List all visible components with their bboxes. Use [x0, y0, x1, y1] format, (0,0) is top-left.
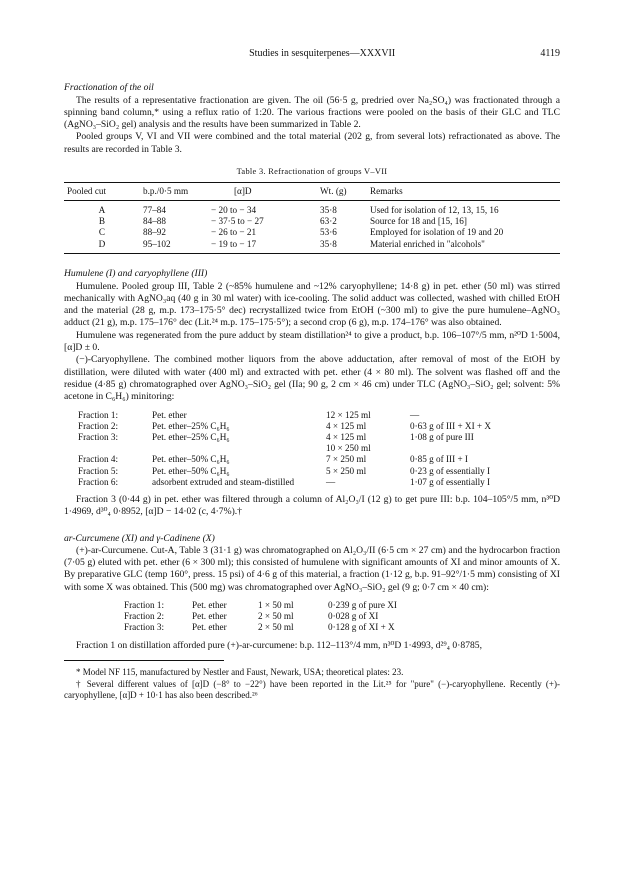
fraction-result: 1·08 g of pure III [410, 431, 474, 442]
fraction-result [410, 443, 518, 454]
col-header: [α]D [208, 183, 317, 200]
list-item [124, 622, 424, 633]
list-item [78, 466, 518, 477]
table-cell: Material enriched in "alcohols" [367, 239, 560, 254]
journal-page [64, 48, 560, 702]
table-cell: − 19 to − 17 [208, 239, 317, 254]
table-3 [64, 182, 560, 254]
fraction-label: Fraction 3: [78, 431, 119, 442]
fraction-volume: 12 × 125 ml [326, 409, 371, 420]
paragraph: Fraction 1 on distillation afforded pure (+)-ar-curcumene: b.p. 112–113°/4 mm, n³⁰D 1·4993, d²⁹₄ 0·8785, [76, 639, 482, 651]
fraction-result: 0·128 g of XI + X [328, 622, 395, 633]
table-cell: 53·6 [320, 227, 337, 238]
section-heading-humulene: Humulene (I) and caryophyllene (III) [64, 268, 208, 280]
fraction-result: 0·85 g of III + I [410, 454, 468, 465]
paragraph: (−)-Caryophyllene. The combined mother liquors from the above adductation, after removal of most of the EtOH by distillation, were diluted with water (400 ml) and extracted with pet. ether (4 × 80 ml). The solvent was flashed off and the residue (4·85 g) chromatographed over AgNO₃–SiO₂ gel (IIa; 90 g, 2 cm × 46 cm) under TLC (AgNO₃–SiO₂ gel; solvent: 5% acetone in C₆H₆) minitoring: [64, 354, 560, 403]
paragraph: Pooled groups V, VI and VII were combined and the total material (202 g, from several lots) refractionated as above. The results are recorded in Table 3. [64, 131, 560, 155]
fraction-volume: 10 × 250 ml [326, 443, 371, 454]
table-cell: − 20 to − 34 [211, 204, 257, 215]
table-cell: 95–102 [140, 239, 208, 254]
fraction-label: Fraction 5: [78, 465, 119, 476]
fraction-volume: 2 × 50 ml [258, 622, 294, 633]
fraction-eluent: Pet. ether [152, 409, 187, 420]
list-item [78, 410, 518, 421]
fraction-result: 0·23 g of essentially I [410, 465, 491, 476]
fraction-eluent [152, 443, 326, 454]
list-item [124, 600, 424, 611]
fraction-volume: 4 × 125 ml [326, 420, 367, 431]
fraction-label: Fraction 6: [78, 476, 119, 487]
fraction-label [78, 443, 152, 454]
paragraph: The results of a representative fractionation are given. The oil (56·5 g, predried over Na₂SO₄) was fractionated through a spinning band column,* using a reflux ratio of 1:20. The various fractions were pooled on the basis of their GLC and TLC (AgNO₃–SiO₂ gel) analysis and the results have been summarized in Table 2. [64, 94, 560, 131]
fraction-result: — [410, 409, 420, 420]
fraction-eluent: Pet. ether–50% C₆H₆ [152, 454, 230, 465]
fraction-eluent: Pet. ether [192, 600, 227, 611]
fraction-label: Fraction 4: [78, 454, 119, 465]
paragraph: Fraction 3 (0·44 g) in pet. ether was filtered through a column of Al₂O₃/I (12 g) to get pure III: b.p. 104–105°/5 mm, n³⁰D 1·4969, d³⁰₄ 0·8952, [α]D − 14·02 (c, 4·7%).† [64, 493, 560, 518]
paragraph: Humulene was regenerated from the pure adduct by steam distillation²⁴ to give a product, b.p. 106–107°/5 mm, n²⁰D 1·5004, [α]D ± 0. [64, 329, 560, 354]
fraction-eluent: Pet. ether–25% C₆H₆ [152, 420, 230, 431]
table-cell: 35·8 [317, 239, 367, 254]
fraction-result: 0·63 g of III + XI + X [410, 420, 492, 431]
col-header: b.p./0·5 mm [140, 183, 208, 200]
fraction-list [78, 410, 518, 488]
table-cell: Used for isolation of 12, 13, 15, 16 [370, 204, 499, 215]
fraction-eluent: Pet. ether–25% C₆H₆ [152, 431, 230, 442]
table-cell: − 26 to − 21 [211, 227, 257, 238]
list-item [78, 454, 518, 465]
table-cell: C [98, 227, 106, 238]
table-cell: Employed for isolation of 19 and 20 [370, 227, 504, 238]
fraction-eluent: Pet. ether [192, 611, 227, 622]
list-item [124, 611, 424, 622]
table-cell: B [98, 216, 106, 227]
table-row [64, 227, 560, 238]
footnote: * Model NF 115, manufactured by Nestler and Faust, Newark, USA; theoretical plates: 23. [76, 666, 404, 677]
fraction-volume: 1 × 50 ml [258, 600, 294, 611]
paragraph: Humulene. Pooled group III, Table 2 (~85% humulene and ~12% caryophyllene; 14·8 g) in pet. ether (50 ml) was stirred mechanically with AgNO₃aq (40 g in 30 ml water) with ice-cooling. The solid adduct was collected, washed with chilled EtOH and the material (28 g, m.p. 173–175·5° dec) recrystallized twice from EtOH (~300 ml) to give the pure humulene–AgNO₃ adduct (21 g), m.p. 175–176° dec (Lit.²⁴ m.p. 175–175·5°); a second crop (6 g), m.p. 174–176° was also obtained. [64, 280, 560, 329]
fraction-result: 0·028 g of XI [328, 611, 379, 622]
fraction-volume: 5 × 250 ml [326, 465, 367, 476]
fraction-list [124, 600, 424, 634]
fraction-volume: — [326, 476, 336, 487]
section-heading-curcumene: ar-Curcumene (XI) and γ-Cadinene (X) [64, 532, 215, 544]
list-item [78, 421, 518, 432]
table-cell: 77–84 [143, 204, 166, 215]
table-title: Table 3. Refractionation of groups V–VII [236, 167, 388, 177]
page-header [64, 48, 560, 60]
table-cell: D [64, 239, 140, 254]
table-row [64, 200, 560, 216]
list-item [78, 432, 518, 443]
fraction-label: Fraction 1: [78, 409, 119, 420]
fraction-result: 1·07 g of essentially I [410, 476, 491, 487]
page-number: 4119 [540, 48, 560, 59]
table-row [64, 239, 560, 254]
running-title: Studies in sesquiterpenes—XXXVII [249, 48, 396, 59]
fraction-volume: 4 × 125 ml [326, 431, 367, 442]
table-cell: 35·8 [320, 204, 337, 215]
fraction-label: Fraction 1: [124, 600, 165, 611]
fraction-eluent: Pet. ether–50% C₆H₆ [152, 465, 230, 476]
fraction-label: Fraction 2: [124, 611, 165, 622]
table-cell: 88–92 [143, 227, 166, 238]
fraction-volume: 2 × 50 ml [258, 611, 294, 622]
list-item [78, 443, 518, 454]
footnote-divider [64, 660, 224, 661]
fraction-eluent: Pet. ether [192, 622, 227, 633]
fraction-result: 0·239 g of pure XI [328, 600, 397, 611]
fraction-label: Fraction 3: [124, 622, 165, 633]
table-header-row [64, 183, 560, 200]
table-cell: Source for 18 and [15, 16] [370, 216, 467, 227]
col-header: Wt. (g) [317, 183, 367, 200]
paragraph: (+)-ar-Curcumene. Cut-A, Table 3 (31·1 g) was chromatographed on Al₂O₃/II (6·5 cm × 27 cm) and the hydrocarbon fraction (7·05 g) eluted with pet. ether (6 × 300 ml); this consisted of humulene with significant amounts of XI and minor amounts of X. By preparative GLC (temp 160°, press. 15 psi) of 4·6 g of this material, a fraction (1·12 g, b.p. 91–92°/1·5 mm) consisting of XI with some X was obtained. This (500 mg) was chromatographed over AgNO₃–SiO₂ gel (9 g; 0·7 cm × 40 cm): [64, 544, 560, 593]
table-cell: − 37·5 to − 27 [211, 216, 264, 227]
fraction-label: Fraction 2: [78, 420, 119, 431]
table-cell: 84–88 [143, 216, 166, 227]
footnote: † Several different values of [α]D (−8° to −22°) have been reported in the Lit.²⁵ for "pure" (−)-caryophyllene. Recently (+)-caryophyllene, [α]D + 10·1 has also been described.²⁶ [64, 678, 560, 701]
col-header: Pooled cut [64, 183, 140, 200]
section-heading-fractionation: Fractionation of the oil [64, 82, 154, 94]
col-header: Remarks [367, 183, 560, 200]
table-row [64, 216, 560, 227]
fraction-volume: 7 × 250 ml [326, 454, 367, 465]
table-cell: A [98, 204, 106, 215]
table-cell: 63·2 [320, 216, 337, 227]
list-item [78, 477, 518, 488]
fraction-eluent: adsorbent extruded and steam-distilled [152, 476, 295, 487]
